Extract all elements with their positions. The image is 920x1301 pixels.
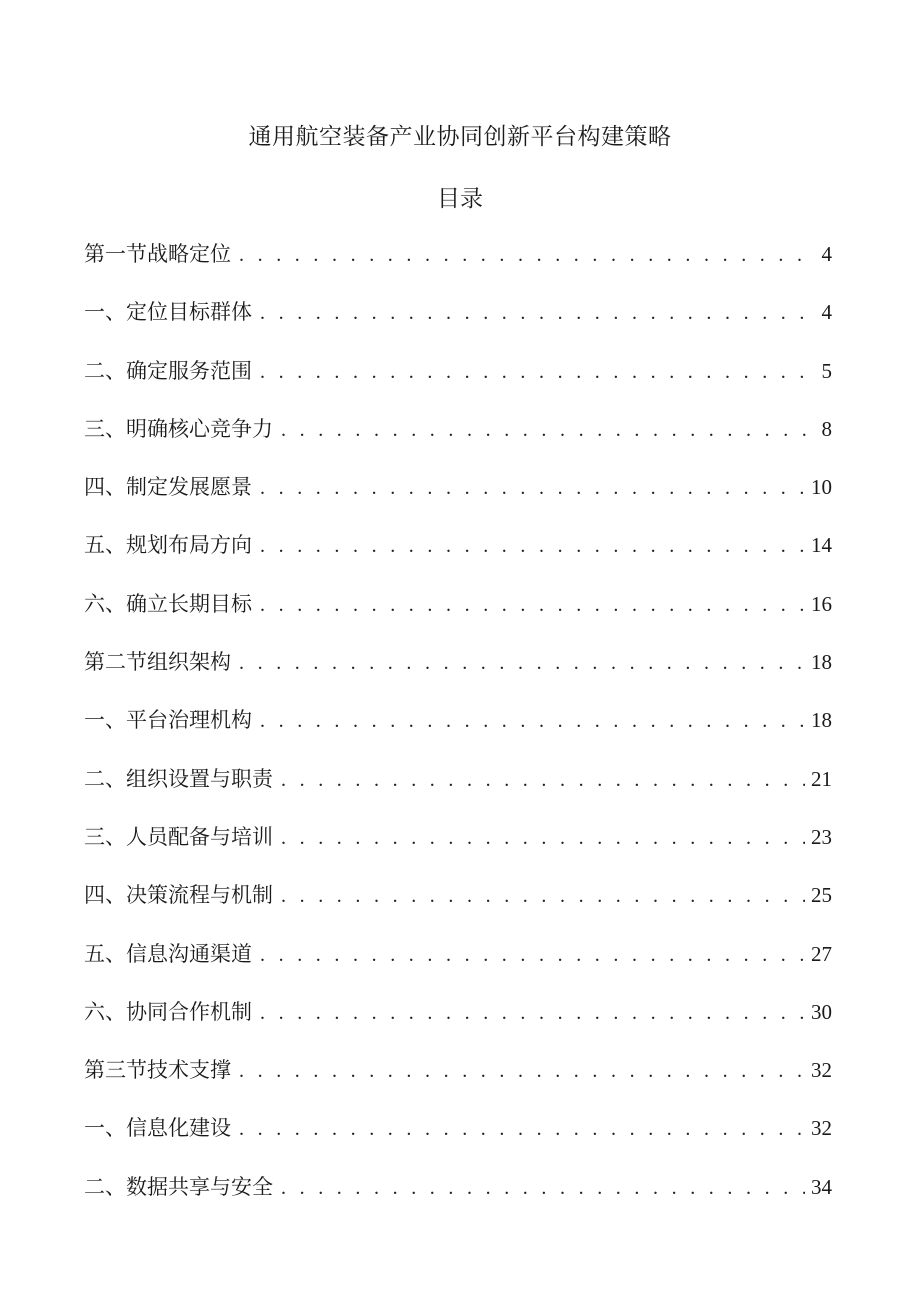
toc-entry-page: 23	[811, 824, 832, 849]
toc-entry[interactable]	[84, 876, 832, 934]
toc-heading: 目录	[437, 186, 483, 212]
toc-dot-leader	[281, 1169, 805, 1207]
toc-dot-leader	[281, 411, 816, 449]
toc-entry[interactable]	[84, 526, 832, 584]
toc-entry[interactable]	[84, 1109, 832, 1167]
toc-entry[interactable]	[84, 701, 832, 759]
toc-entry[interactable]	[84, 410, 832, 468]
toc-entry-page: 32	[811, 1116, 832, 1141]
toc-dot-leader	[239, 644, 805, 682]
toc-entry-label: 一、信息化建设	[84, 1116, 231, 1141]
toc-entry[interactable]	[84, 760, 832, 818]
toc-entry-label: 六、确立长期目标	[84, 591, 252, 616]
toc-entry-label: 一、平台治理机构	[84, 708, 252, 733]
toc-dot-leader	[239, 1110, 805, 1148]
document-title: 通用航空装备产业协同创新平台构建策略	[248, 124, 672, 150]
toc-entry-page: 30	[811, 999, 832, 1024]
toc-dot-leader	[281, 761, 805, 799]
toc-entry[interactable]	[84, 585, 832, 643]
toc-entry[interactable]	[84, 235, 832, 293]
toc-entry-page: 16	[811, 591, 832, 616]
toc-entry-label: 第一节战略定位	[84, 242, 231, 266]
toc-entry[interactable]	[84, 293, 832, 351]
toc-dot-leader	[260, 702, 805, 740]
toc-entry[interactable]	[84, 468, 832, 526]
toc-dot-leader	[260, 586, 805, 624]
toc-entry[interactable]	[84, 818, 832, 876]
toc-entry-page: 27	[811, 941, 832, 966]
toc-dot-leader	[281, 877, 805, 915]
toc-entry[interactable]	[84, 643, 832, 701]
toc-entry-page: 25	[811, 883, 832, 908]
toc-dot-leader	[260, 294, 816, 332]
toc-entry[interactable]	[84, 352, 832, 410]
toc-dot-leader	[260, 994, 805, 1032]
toc-entry-label: 二、确定服务范围	[84, 358, 252, 383]
toc-entry-page: 32	[811, 1058, 832, 1083]
toc-entry-label: 第三节技术支撑	[84, 1058, 231, 1083]
toc-dot-leader	[239, 1052, 805, 1090]
toc-entry[interactable]	[84, 1051, 832, 1109]
toc-entry[interactable]	[84, 1168, 832, 1226]
toc-dot-leader	[260, 469, 805, 507]
toc-entry-page: 18	[811, 650, 832, 675]
toc-entry-label: 三、明确核心竞争力	[84, 416, 273, 441]
toc-entry-label: 四、制定发展愿景	[84, 475, 252, 500]
toc-entry-label: 二、组织设置与职责	[84, 766, 273, 791]
toc-entry-page: 5	[821, 358, 832, 383]
toc-entry-label: 四、决策流程与机制	[84, 883, 273, 908]
toc-entry-label: 五、规划布局方向	[84, 533, 252, 558]
table-of-contents	[84, 235, 832, 1226]
toc-entry-page: 34	[811, 1174, 832, 1199]
toc-dot-leader	[281, 819, 805, 857]
toc-entry-label: 二、数据共享与安全	[84, 1174, 273, 1199]
toc-dot-leader	[260, 936, 805, 974]
toc-entry-page: 14	[811, 533, 832, 558]
toc-entry[interactable]	[84, 935, 832, 993]
toc-entry-label: 第二节组织架构	[84, 650, 231, 675]
toc-dot-leader	[260, 353, 816, 391]
toc-entry-label: 六、协同合作机制	[84, 999, 252, 1024]
toc-entry-page: 4	[821, 242, 832, 266]
toc-entry-label: 一、定位目标群体	[84, 300, 252, 325]
toc-entry-page: 4	[821, 300, 832, 325]
toc-entry-label: 三、人员配备与培训	[84, 824, 273, 849]
toc-entry-page: 8	[821, 416, 832, 441]
toc-entry-page: 18	[811, 708, 832, 733]
toc-entry-label: 五、信息沟通渠道	[84, 941, 252, 966]
toc-entry[interactable]	[84, 993, 832, 1051]
toc-dot-leader	[239, 236, 816, 274]
toc-entry-page: 21	[811, 766, 832, 791]
toc-entry-page: 10	[811, 475, 832, 500]
toc-dot-leader	[260, 527, 805, 565]
